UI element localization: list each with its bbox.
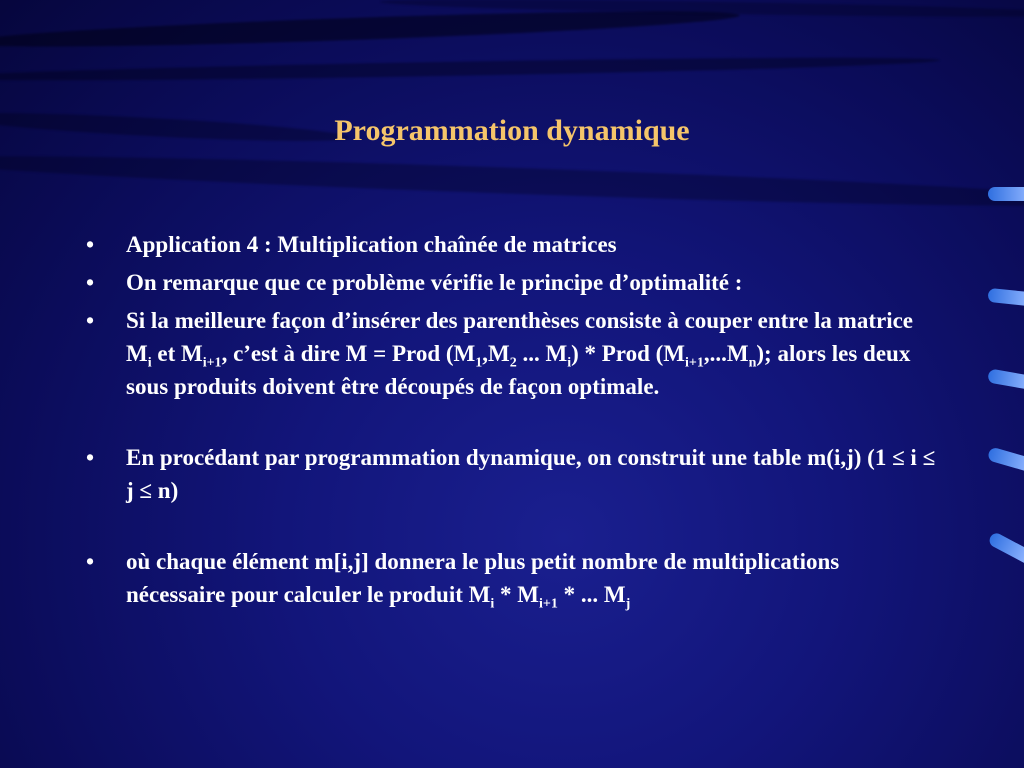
bullet-list xyxy=(86,228,936,611)
text-segment: * M xyxy=(494,582,539,607)
bullet-text xyxy=(126,549,840,612)
bullet-marker: • xyxy=(86,232,95,257)
bullet-marker: • xyxy=(86,445,95,470)
decorative-mark xyxy=(987,368,1024,389)
text-segment: ,M xyxy=(482,341,510,366)
bullet-text: Application 4 : Multiplication chaînée de matrices xyxy=(126,232,617,257)
bullet-item xyxy=(86,441,936,507)
slide-title: Programmation dynamique xyxy=(334,114,690,147)
text-segment: ... M xyxy=(516,341,568,366)
decorative-mark xyxy=(988,187,1024,201)
bullet-item xyxy=(86,228,936,261)
bullet-marker: • xyxy=(86,270,95,295)
text-segment: et M xyxy=(151,341,203,366)
bullet-item xyxy=(86,545,936,611)
decorative-mark xyxy=(987,446,1024,471)
bullet-item xyxy=(86,304,936,403)
text-segment: où chaque élément m[i,j] donnera le plus petit nombre de multiplications nécessaire pour calculer le produit M xyxy=(126,549,840,607)
bullet-text xyxy=(126,308,913,399)
text-segment: ,...M xyxy=(703,341,749,366)
subscript: i xyxy=(490,596,495,612)
bullet-text: En procédant par programmation dynamique, on construit une table m(i,j) (1 ≤ i ≤ j ≤ n) xyxy=(126,445,936,503)
decorative-mark xyxy=(987,531,1024,563)
text-segment: ) * Prod (M xyxy=(571,341,685,366)
subscript: 1 xyxy=(475,355,483,371)
bullet-marker: • xyxy=(86,549,95,574)
bullet-marker: • xyxy=(86,308,95,333)
text-segment: ); alors les deux sous produits doivent être découpés de façon optimale. xyxy=(126,341,911,399)
subscript: i+1 xyxy=(202,355,222,371)
subscript: n xyxy=(748,355,757,371)
subscript: i+1 xyxy=(538,596,558,612)
bullet-item xyxy=(86,266,936,299)
subscript: i xyxy=(147,355,152,371)
subscript: i xyxy=(567,355,572,371)
decorative-mark xyxy=(987,288,1024,306)
subscript: j xyxy=(625,596,631,612)
subscript: 2 xyxy=(509,355,517,371)
text-segment: Si la meilleure façon d’insérer des parenthèses consiste à couper entre la matrice M xyxy=(126,308,913,366)
text-segment: , c’est à dire M = Prod (M xyxy=(221,341,476,366)
bullet-text: On remarque que ce problème vérifie le principe d’optimalité : xyxy=(126,270,743,295)
background-streak xyxy=(0,147,1024,215)
background-streak xyxy=(0,53,940,84)
subscript: i+1 xyxy=(685,355,704,371)
text-segment: * ... M xyxy=(557,582,626,607)
